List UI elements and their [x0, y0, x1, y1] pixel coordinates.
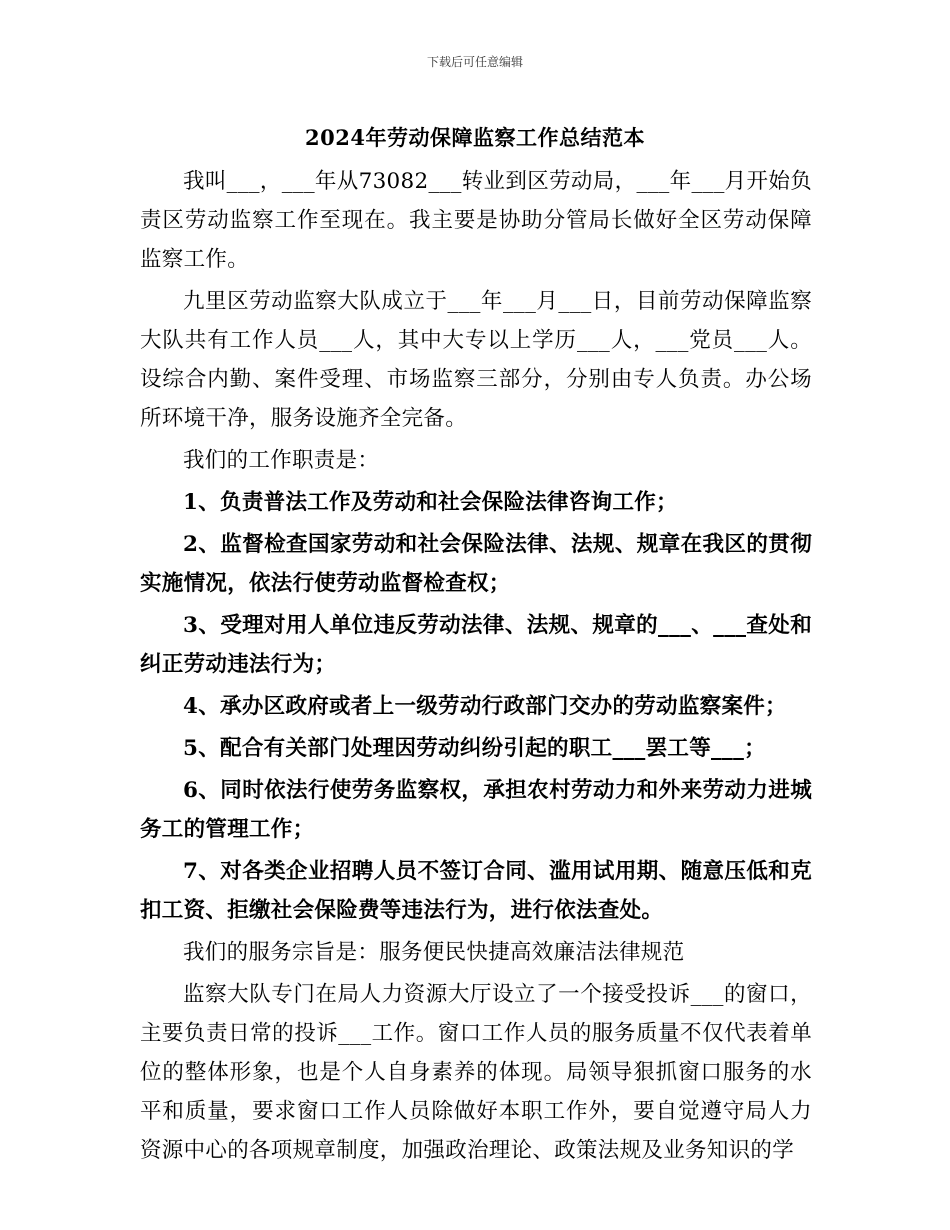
paragraph-window-service: 监察大队专门在局人力资源大厅设立了一个接受投诉___的窗口，主要负责日常的投诉___工作。窗口工作人员的服务质量不仅代表着单位的整体形象，也是个人自身素养的体现。局领导狠抓窗口服务的水平和质量，要求窗口工作人员除做好本职工作外，要自觉遵守局人力资源中心的各项规章制度，加强政治理论、政策法规及业务知识的学 — [140, 982, 812, 1163]
duty-item-3: 3、受理对用人单位违反劳动法律、法规、规章的___、___查处和纠正劳动违法行为； — [140, 613, 812, 677]
duty-item-2: 2、监督检查国家劳动和社会保险法律、法规、规章在我区的贯彻实施情况，依法行使劳动监督检查权； — [140, 532, 812, 596]
duty-item-4: 4、承办区政府或者上一级劳动行政部门交办的劳动监察案件； — [183, 694, 787, 719]
paragraph-duties-heading: 我们的工作职责是： — [183, 448, 380, 473]
paragraph-service-tenet: 我们的服务宗旨是：服务便民快捷高效廉洁法律规范 — [183, 940, 685, 965]
document-title: 2024年劳动保障监察工作总结范本 — [305, 125, 645, 150]
document-body — [140, 162, 812, 1173]
page-header: 下载后可任意编辑 — [426, 55, 523, 69]
duty-item-7: 7、对各类企业招聘人员不签订合同、滥用试用期、随意压低和克扣工资、拒缴社会保险费等违法行为，进行依法查处。 — [140, 859, 812, 923]
duty-item-6: 6、同时依法行使劳务监察权，承担农村劳动力和外来劳动力进城务工的管理工作； — [140, 778, 812, 842]
paragraph-intro: 我叫___，___年从73082___转业到区劳动局，___年___月开始负责区劳动监察工作至现在。我主要是协助分管局长做好全区劳动保障监察工作。 — [140, 169, 812, 272]
duty-item-5: 5、配合有关部门处理因劳动纠纷引起的职工___罢工等___； — [183, 736, 766, 761]
duty-item-1: 1、负责普法工作及劳动和社会保险法律咨询工作； — [183, 490, 678, 515]
paragraph-team: 九里区劳动监察大队成立于___年___月___日，目前劳动保障监察大队共有工作人员___人，其中大专以上学历___人，___党员___人。设综合内勤、案件受理、市场监察三部分，分别由专人负责。办公场所环境干净，服务设施齐全完备。 — [140, 289, 812, 431]
